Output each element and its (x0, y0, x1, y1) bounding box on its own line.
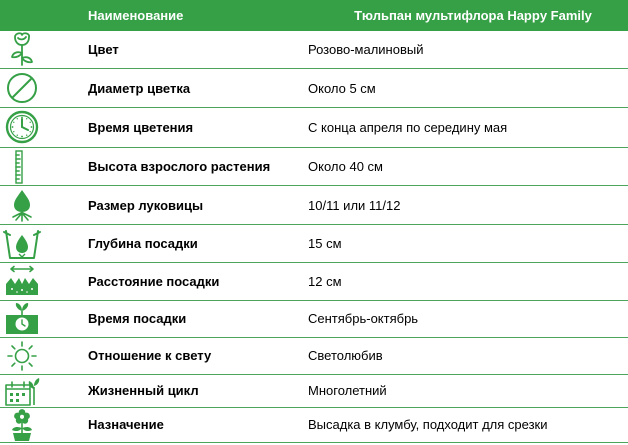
sun-icon (2, 338, 42, 374)
table-row (0, 69, 628, 108)
row-label: Размер луковицы (88, 198, 204, 213)
row-label: Жизненный цикл (88, 383, 199, 398)
diameter-icon (2, 70, 42, 106)
flower-pot-icon (2, 408, 42, 442)
row-value: Розово-малиновый (308, 42, 424, 57)
row-value: Светолюбив (308, 348, 383, 363)
row-value: Многолетний (308, 383, 387, 398)
row-label: Отношение к свету (88, 348, 212, 363)
row-label: Назначение (88, 417, 164, 432)
table-header (0, 0, 628, 31)
life-cycle-icon (2, 375, 42, 407)
row-value: 10/11 или 11/12 (308, 198, 401, 213)
row-label: Глубина посадки (88, 236, 198, 251)
table-row (0, 408, 628, 443)
row-label: Диаметр цветка (88, 81, 191, 96)
row-value: Высадка в клумбу, подходит для срезки (308, 417, 548, 432)
row-value: Сентябрь-октябрь (308, 311, 419, 326)
clock-icon (2, 109, 42, 146)
bulb-icon (2, 187, 42, 224)
row-value: Около 5 см (308, 81, 376, 96)
planting-depth-icon (2, 226, 42, 261)
row-value: 15 см (308, 236, 342, 251)
planting-time-icon (2, 301, 42, 337)
table-row (0, 31, 628, 69)
table-row (0, 148, 628, 186)
row-value: 12 см (308, 274, 342, 289)
header-name: Наименование (88, 8, 184, 23)
table-row (0, 225, 628, 263)
table-row (0, 338, 628, 375)
table-row (0, 108, 628, 148)
row-label: Время посадки (88, 311, 187, 326)
table-row (0, 301, 628, 338)
table-row (0, 186, 628, 225)
row-value: С конца апреля по середину мая (308, 120, 508, 135)
row-label: Время цветения (88, 120, 194, 135)
header-product: Тюльпан мультифлора Happy Family (354, 8, 592, 23)
row-label: Расстояние посадки (88, 274, 220, 289)
ruler-icon (2, 149, 42, 185)
row-label: Цвет (88, 42, 119, 57)
planting-distance-icon (2, 264, 42, 299)
row-value: Около 40 см (308, 159, 383, 174)
row-label: Высота взрослого растения (88, 159, 271, 174)
rose-icon (2, 31, 42, 68)
table-row (0, 375, 628, 408)
table-row (0, 263, 628, 301)
